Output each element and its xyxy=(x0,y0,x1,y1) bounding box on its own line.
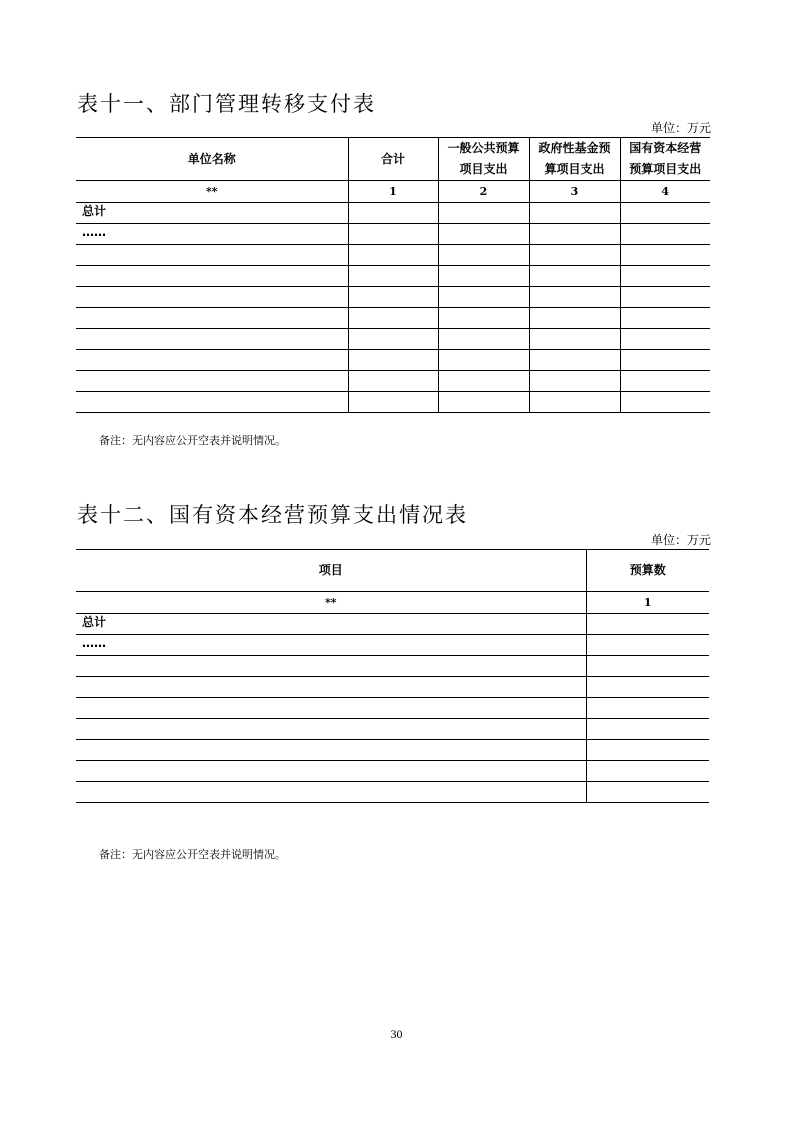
table-cell xyxy=(586,635,709,656)
table-11-header-row xyxy=(76,138,710,181)
table-cell xyxy=(620,266,710,287)
table-cell xyxy=(348,308,438,329)
table-row xyxy=(76,614,709,635)
table-cell xyxy=(438,224,529,245)
table-cell xyxy=(620,392,710,413)
table-row xyxy=(76,392,710,413)
header-item: 项目 xyxy=(76,550,586,592)
table-cell xyxy=(348,329,438,350)
total-label: 总计 xyxy=(76,203,348,224)
table-cell xyxy=(438,266,529,287)
header-budget-amount: 预算数 xyxy=(586,550,709,592)
table-row xyxy=(76,203,710,224)
table-cell xyxy=(586,719,709,740)
table-cell xyxy=(438,392,529,413)
table-cell xyxy=(348,266,438,287)
table-cell xyxy=(529,329,620,350)
table-12-unit: 单位：万元 xyxy=(651,533,712,547)
table-row xyxy=(76,371,710,392)
table-12-title: 表十二、国有资本经营预算支出情况表 xyxy=(77,503,468,527)
table-cell xyxy=(529,308,620,329)
table-cell xyxy=(620,329,710,350)
ellipsis-label: …… xyxy=(76,224,348,245)
table-12 xyxy=(76,549,709,803)
table-cell xyxy=(529,350,620,371)
table-cell xyxy=(348,203,438,224)
table-cell xyxy=(76,740,586,761)
table-cell xyxy=(620,203,710,224)
table-cell xyxy=(438,245,529,266)
table-cell xyxy=(620,308,710,329)
index-cell: 4 xyxy=(620,181,710,203)
table-cell xyxy=(348,245,438,266)
table-row xyxy=(76,308,710,329)
table-row xyxy=(76,719,709,740)
header-unit-name: 单位名称 xyxy=(76,138,348,181)
table-cell xyxy=(586,656,709,677)
table-12-note: 备注：无内容应公开空表并说明情况。 xyxy=(99,848,286,861)
table-12-header-row xyxy=(76,550,709,592)
table-cell xyxy=(620,371,710,392)
table-row xyxy=(76,592,709,614)
table-cell xyxy=(348,371,438,392)
table-cell xyxy=(438,350,529,371)
table-cell xyxy=(438,329,529,350)
table-cell xyxy=(620,287,710,308)
table-11-unit: 单位：万元 xyxy=(651,121,712,135)
table-row xyxy=(76,350,710,371)
table-cell xyxy=(529,224,620,245)
table-row xyxy=(76,266,710,287)
header-total: 合计 xyxy=(348,138,438,181)
table-cell xyxy=(438,203,529,224)
index-cell: ** xyxy=(76,592,586,614)
table-row xyxy=(76,698,709,719)
table-cell xyxy=(348,224,438,245)
header-gov-fund-line2: 算项目支出 xyxy=(544,162,605,176)
table-row xyxy=(76,740,709,761)
header-general-budget-line2: 项目支出 xyxy=(459,162,508,176)
table-row xyxy=(76,761,709,782)
table-cell xyxy=(586,782,709,803)
index-cell: 1 xyxy=(348,181,438,203)
header-state-capital-line2: 预算项目支出 xyxy=(629,162,702,176)
table-cell xyxy=(76,392,348,413)
table-cell xyxy=(76,698,586,719)
table-cell xyxy=(348,287,438,308)
header-gov-fund xyxy=(529,138,620,181)
index-cell: ** xyxy=(76,181,348,203)
table-cell xyxy=(438,308,529,329)
header-general-budget xyxy=(438,138,529,181)
table-cell xyxy=(76,761,586,782)
index-cell: 2 xyxy=(438,181,529,203)
table-row xyxy=(76,181,710,203)
table-cell xyxy=(529,245,620,266)
header-state-capital xyxy=(620,138,710,181)
table-cell xyxy=(529,203,620,224)
table-row xyxy=(76,245,710,266)
table-cell xyxy=(348,392,438,413)
table-cell xyxy=(586,740,709,761)
header-state-capital-line1: 国有资本经营 xyxy=(629,141,702,155)
table-cell xyxy=(76,782,586,803)
table-row xyxy=(76,329,710,350)
table-cell xyxy=(529,392,620,413)
table-cell xyxy=(76,719,586,740)
table-cell xyxy=(76,287,348,308)
table-cell xyxy=(76,266,348,287)
table-cell xyxy=(76,329,348,350)
table-cell xyxy=(438,371,529,392)
header-gov-fund-line1: 政府性基金预 xyxy=(538,141,611,155)
table-cell xyxy=(620,245,710,266)
table-11-note: 备注：无内容应公开空表并说明情况。 xyxy=(99,434,286,447)
table-cell xyxy=(586,761,709,782)
table-row xyxy=(76,677,709,698)
table-cell xyxy=(438,287,529,308)
table-cell xyxy=(529,266,620,287)
table-row xyxy=(76,782,709,803)
table-cell xyxy=(76,245,348,266)
table-cell xyxy=(529,371,620,392)
ellipsis-label: …… xyxy=(76,635,586,656)
table-cell xyxy=(620,224,710,245)
table-row xyxy=(76,635,709,656)
table-cell xyxy=(76,656,586,677)
table-cell xyxy=(76,350,348,371)
table-cell xyxy=(529,287,620,308)
table-cell xyxy=(348,350,438,371)
table-cell xyxy=(586,614,709,635)
page-number: 30 xyxy=(390,1027,403,1041)
table-cell xyxy=(586,698,709,719)
table-cell xyxy=(76,677,586,698)
index-cell: 3 xyxy=(529,181,620,203)
table-11 xyxy=(76,137,710,413)
total-label: 总计 xyxy=(76,614,586,635)
table-row xyxy=(76,656,709,677)
header-general-budget-line1: 一般公共预算 xyxy=(447,141,520,155)
table-cell xyxy=(76,308,348,329)
index-cell: 1 xyxy=(586,592,709,614)
table-cell xyxy=(76,371,348,392)
table-cell xyxy=(620,350,710,371)
table-row xyxy=(76,287,710,308)
table-11-title: 表十一、部门管理转移支付表 xyxy=(77,92,376,116)
table-row xyxy=(76,224,710,245)
table-cell xyxy=(586,677,709,698)
